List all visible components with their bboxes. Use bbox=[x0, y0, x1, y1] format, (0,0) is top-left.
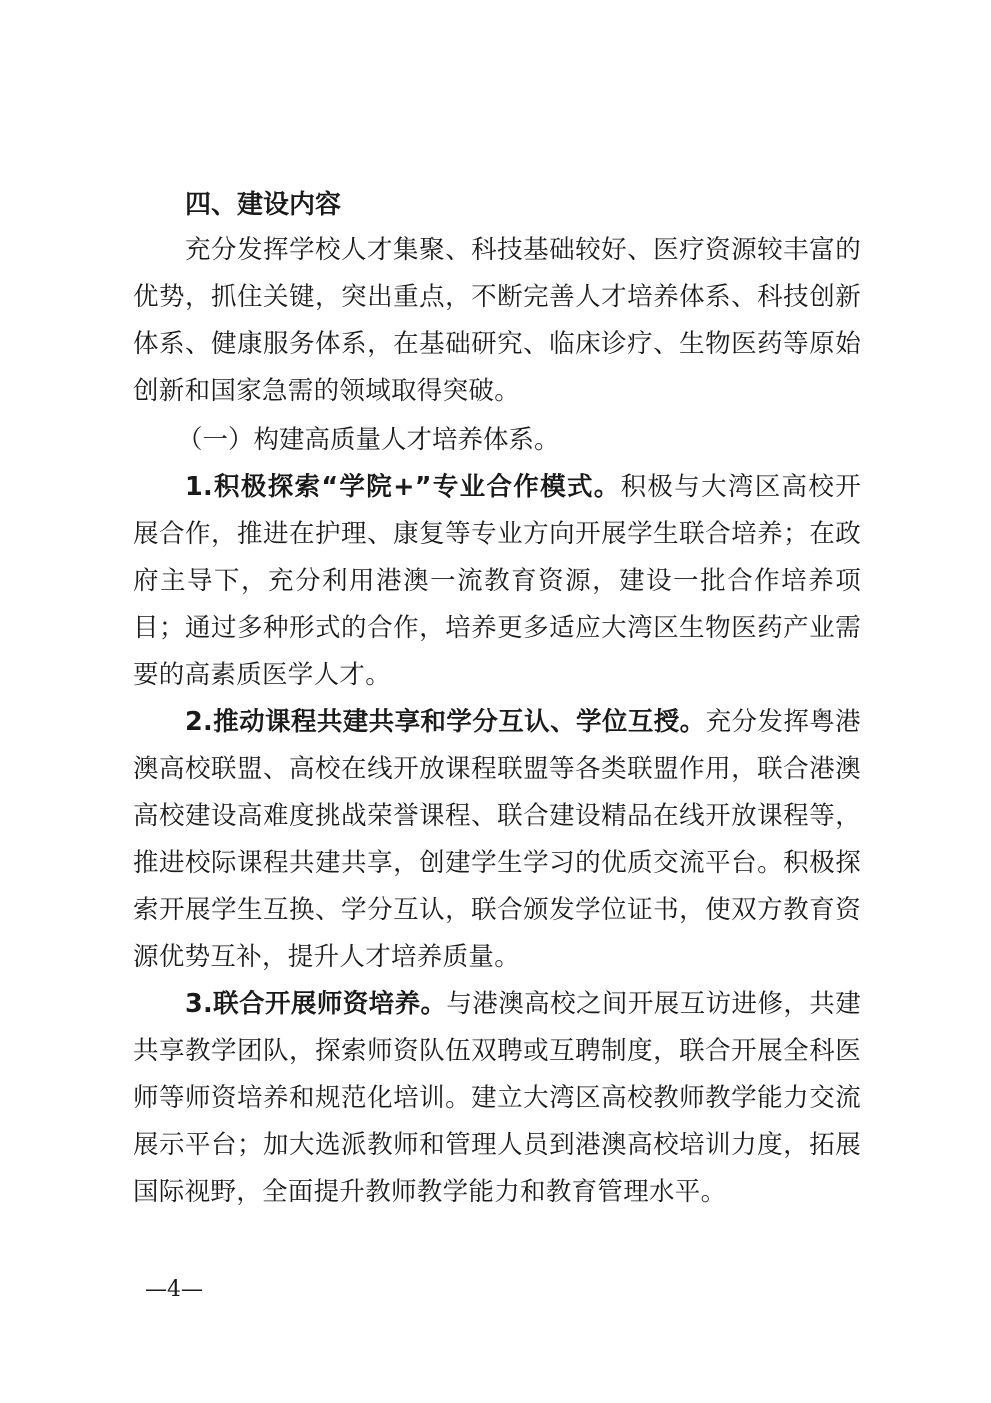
item-lead-2: 2.推动课程共建共享和学分互认、学位互授。 bbox=[185, 707, 706, 737]
item-lead-1: 1.积极探索“学院+”专业合作模式。 bbox=[185, 472, 621, 502]
item-paragraph-1 bbox=[133, 464, 861, 699]
item-paragraph-3 bbox=[133, 981, 861, 1216]
item-body-2: 充分发挥粤港澳高校联盟、高校在线开放课程联盟等各类联盟作用，联合港澳高校建设高难度挑战荣誉课程、联合建设精品在线开放课程等，推进校际课程共建共享，创建学生学习的优质交流平台。积极探索开展学生互换、学分互认，联合颁发学位证书，使双方教育资源优势互补，提升人才培养质量。 bbox=[133, 707, 861, 972]
item-body-3: 与港澳高校之间开展互访进修，共建共享教学团队，探索师资队伍双聘或互聘制度，联合开展全科医师等师资培养和规范化培训。建立大湾区高校教师教学能力交流展示平台；加大选派教师和管理人员到港澳高校培训力度，拓展国际视野，全面提升教师教学能力和教育管理水平。 bbox=[133, 989, 861, 1207]
page-number: —4— bbox=[145, 1277, 203, 1302]
page-body bbox=[133, 183, 861, 1216]
section-heading: 四、建设内容 bbox=[185, 190, 342, 220]
section-intro-paragraph: 充分发挥学校人才集聚、科技基础较好、医疗资源较丰富的优势，抓住关键，突出重点，不断完善人才培养体系、科技创新体系、健康服务体系，在基础研究、临床诊疗、生物医药等原始创新和国家急需的领域取得突破。 bbox=[133, 235, 861, 406]
item-lead-3: 3.联合开展师资培养。 bbox=[185, 989, 447, 1019]
item-paragraph-2 bbox=[133, 699, 861, 981]
subsection-title: （一）构建高质量人才培养体系。 bbox=[177, 425, 560, 455]
item-body-1: 积极与大湾区高校开展合作，推进在护理、康复等专业方向开展学生联合培养；在政府主导下，充分利用港澳一流教育资源，建设一批合作培养项目；通过多种形式的合作，培养更多适应大湾区生物医药产业需要的高素质医学人才。 bbox=[133, 472, 862, 690]
